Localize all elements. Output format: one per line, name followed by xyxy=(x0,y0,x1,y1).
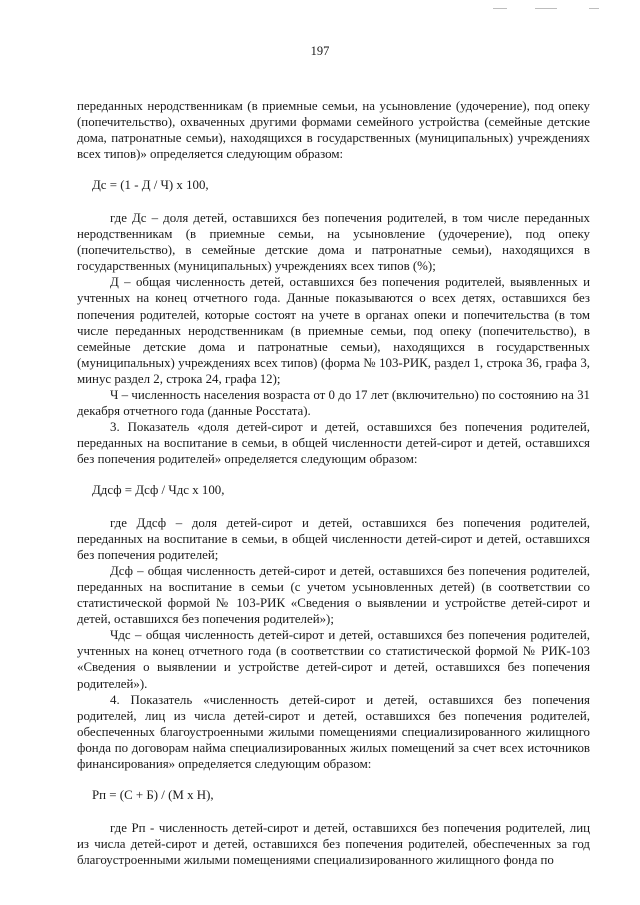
indicator-3-heading: 3. Показатель «доля детей-сирот и детей, оставшихся без попечения родителей, переданных на воспитание в семьи, в общей численности детей-сирот и детей, оставшихся без попечения родителей» определяется следующим образом: xyxy=(77,419,590,466)
definition-ds: где Дс – доля детей, оставшихся без попечения родителей, в том числе переданных неродственникам (в приемные семьи, на усыновление (удочерение), под опеку (попечительство), в семейные детские дома и патронатные семьи), находящихся в государственных (муниципальных) учреждениях всех типов (%); xyxy=(77,211,590,274)
definition-d: Д – общая численность детей, оставшихся без попечения родителей, выявленных и учтенных на конец отчетного года. Данные показываются о всех детях, оставшихся без попечения родителей, которые состоят на учете в органах опеки и попечительства (в том числе переданных неродственникам (в приемные семьи, под опеку (попечительство), в семейные детские дома и патронатные семьи), находящихся в государственных (муниципальных) учреждениях всех типов) (форма № 103-РИК, раздел 1, строка 36, графа 3, минус раздел 2, строка 24, графа 12); xyxy=(77,275,590,386)
scan-mark xyxy=(535,8,557,9)
paragraph-continuation: переданных неродственникам (в приемные семьи, на усыновление (удочерение), под опеку (попечительство), охваченных другими формами семейного устройства (семейные детские дома, патронатные семьи), находящихся в государственных (муниципальных) учреждениях всех типов)» определяется следующим образом: xyxy=(77,99,590,162)
indicator-4-heading: 4. Показатель «численность детей-сирот и детей, оставшихся без попечения родителей, лиц из числа детей-сирот и детей, оставшихся без попечения родителей, обеспеченных благоустроенными жилыми помещениями специализированного жилищного фонда по договорам найма специализированных жилых помещений за счет всех источников финансирования» определяется следующим образом: xyxy=(77,692,590,771)
definition-rp: где Рп - численность детей-сирот и детей, оставшихся без попечения родителей, лиц из числа детей-сирот и детей, оставшихся без попечения родителей, обеспеченных за год благоустроенными жилыми помещениями специализированного жилищного фонда по xyxy=(77,820,590,867)
document-body xyxy=(77,98,590,868)
formula-ds: Дс = (1 - Д / Ч) x 100, xyxy=(92,178,209,193)
definition-ch: Ч – численность населения возраста от 0 до 17 лет (включительно) по состоянию на 31 декабря отчетного года (данные Росстата). xyxy=(77,387,590,418)
scan-mark xyxy=(493,8,507,9)
definition-ddsf: где Ддсф – доля детей-сирот и детей, оставшихся без попечения родителей, переданных на воспитание в семьи, в общей численности детей-сирот и детей, оставшихся без попечения родителей; xyxy=(77,516,590,563)
page-number: 197 xyxy=(310,44,330,58)
scan-artifact-marks xyxy=(493,7,603,11)
definition-dsf: Дсф – общая численность детей-сирот и детей, оставшихся без попечения родителей, переданных на воспитание в семьи (с учетом усыновленных детей) (в соответствии со статистической формой № 103-РИК «Сведения о выявлении и устройстве детей-сирот и детей, оставшихся без попечения родителей»); xyxy=(77,564,590,627)
definition-chds: Чдс – общая численность детей-сирот и детей, оставшихся без попечения родителей, учтенных на конец отчетного года (в соответствии со статистической формой № РИК-103 «Сведения о выявлении и устройстве детей-сирот и детей, оставшихся без попечения родителей»). xyxy=(77,628,590,691)
scan-mark xyxy=(589,8,599,9)
formula-rp: Рп = (С + Б) / (М х Н), xyxy=(92,787,214,802)
formula-ddsf: Ддсф = Дсф / Чдс x 100, xyxy=(92,482,225,497)
